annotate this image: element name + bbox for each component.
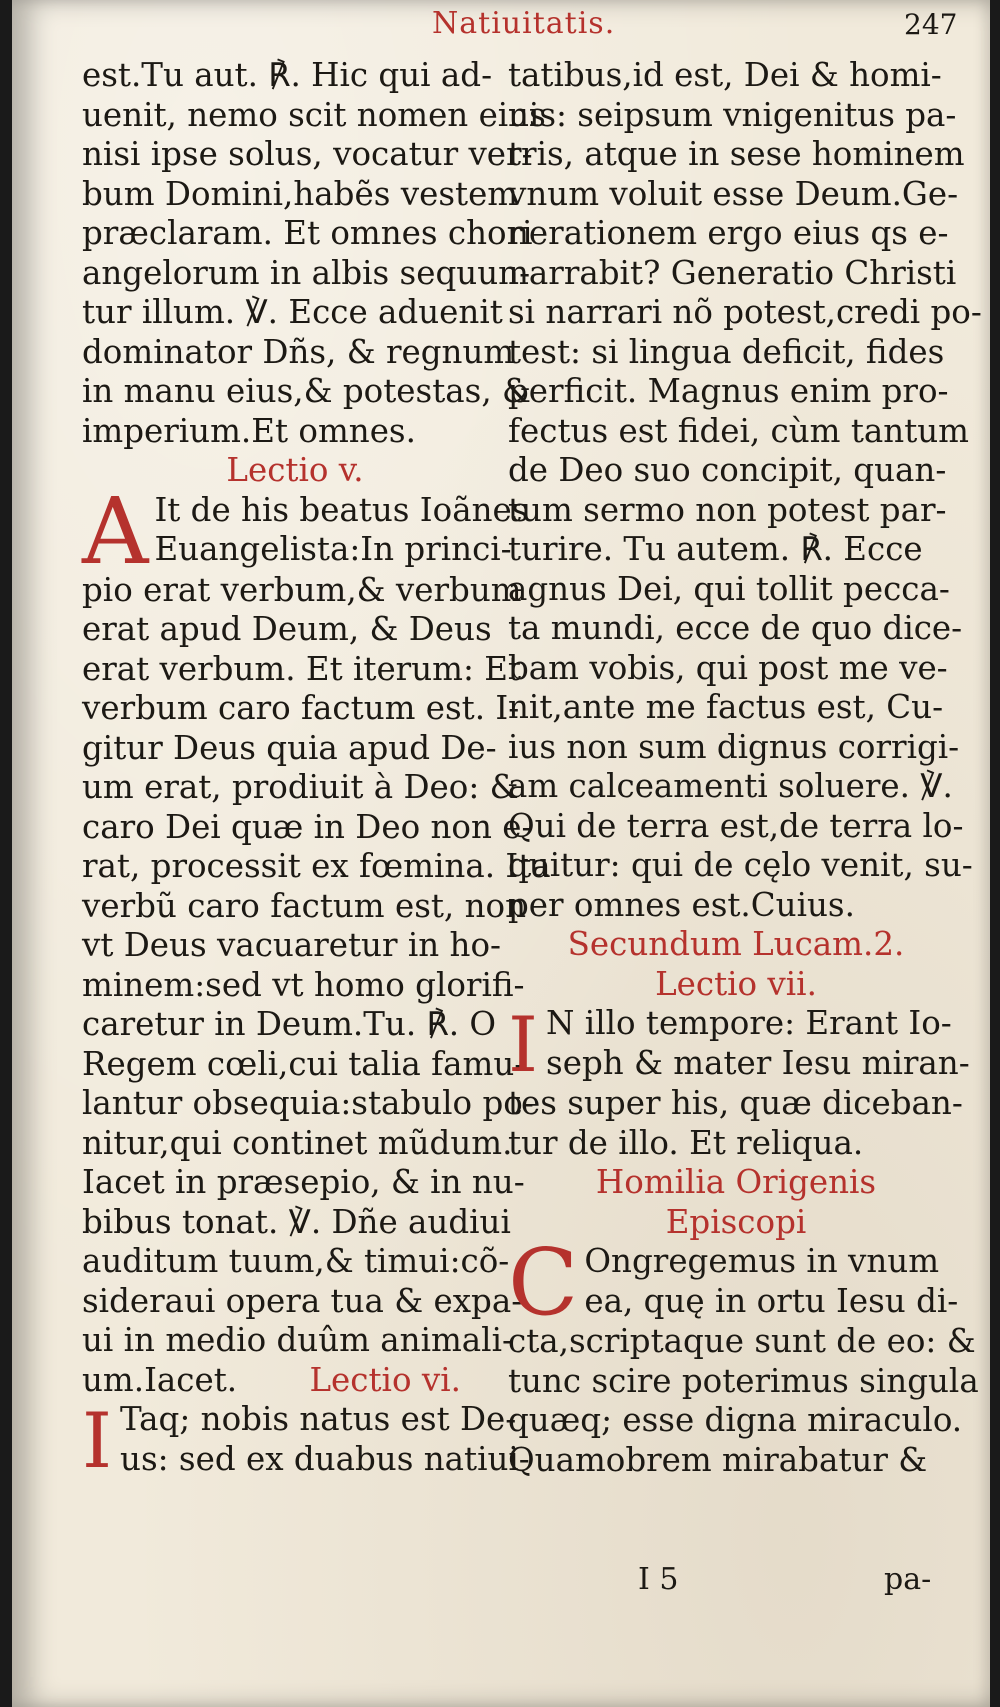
text-line: nitur,qui continet mũdum. xyxy=(82,1123,513,1162)
text-line: tris, atque in sese hominem xyxy=(508,135,965,173)
text-line: caretur in Deum.Tu. ℟. O xyxy=(82,1005,497,1043)
text-line: verbũ caro factum est, non xyxy=(82,886,527,925)
text-line: tur de illo. Et reliqua. xyxy=(508,1123,864,1162)
text-line: Euangelista:In princi- xyxy=(154,530,512,568)
text-line: in manu eius,& potestas, & xyxy=(82,372,531,410)
page-footer xyxy=(12,1562,990,1602)
text-line: caro Dei quæ in Deo non e- xyxy=(82,807,533,846)
text-line: nit,ante me factus est, Cu- xyxy=(508,688,944,726)
text-line: bibus tonat. ℣. Dñe audiui xyxy=(82,1202,511,1241)
text-line: tunc scire poterimus singula xyxy=(508,1361,979,1400)
drop-initial: I xyxy=(82,1396,113,1485)
text-line: angelorum in albis sequun- xyxy=(82,253,531,292)
text-line: ea, quę in ortu Iesu di- xyxy=(584,1281,959,1320)
book-page xyxy=(12,0,990,1707)
text-line: erat verbum. Et iterum: Et xyxy=(82,649,522,688)
text-line: per omnes est.Cuius. xyxy=(508,885,855,924)
text-line: si narrari nõ potest,credi po- xyxy=(508,293,982,331)
text-line: fectus est fidei, cùm tantum xyxy=(508,411,969,450)
homily-heading: Homilia Origenis xyxy=(595,1163,877,1201)
text-line: uenit, nemo scit nomen eius xyxy=(82,95,546,134)
text-line: am calceamenti soluere. ℣. xyxy=(508,767,953,805)
paragraph-homily xyxy=(508,1229,964,1336)
text-line: Taq; nobis natus est De- xyxy=(120,1400,517,1438)
text-line: de Deo suo concipit, quan- xyxy=(508,451,947,489)
paragraph-lectio-6 xyxy=(82,1396,530,1485)
text-line: test: si lingua deficit, fides xyxy=(508,332,945,371)
text-line: nis: seipsum vnigenitus pa- xyxy=(508,95,957,134)
text-line: auditum tuum,& timui:cõ- xyxy=(82,1242,510,1280)
text-line: narrabit? Generatio Christi xyxy=(508,253,957,292)
text-line: vnum voluit esse Deum.Ge- xyxy=(508,174,959,213)
lectio-heading: Lectio vi. xyxy=(309,1360,461,1399)
lectio-heading: Lectio v. xyxy=(226,451,364,489)
text-line: seph & mater Iesu miran- xyxy=(546,1043,970,1082)
text-line: Ongregemus in vnum xyxy=(584,1242,940,1280)
text-line: turire. Tu autem. ℟. Ecce xyxy=(508,530,923,568)
text-line: dominator Dñs, & regnum xyxy=(82,332,515,371)
right-column xyxy=(508,56,982,1480)
text-line: lantur obsequia:stabulo po- xyxy=(82,1084,534,1122)
catchword: pa- xyxy=(884,1562,932,1597)
text-line: nisi ipse solus, vocatur ver- xyxy=(82,135,533,173)
text-line: cta,scriptaque sunt de eo: & xyxy=(508,1322,976,1360)
text-line: tatibus,id est, Dei & homi- xyxy=(508,56,942,94)
text-line: est.Tu aut. ℟. Hic qui ad- xyxy=(82,56,493,94)
paragraph-lectio-5 xyxy=(82,477,529,585)
text-line: erat apud Deum, & Deus xyxy=(82,610,492,648)
text-line: tum sermo non potest par- xyxy=(508,490,947,529)
text-line: rat, processit ex fœmina. Ita xyxy=(82,847,551,885)
text-line: verbum caro factum est. I- xyxy=(82,689,520,727)
drop-initial: I xyxy=(508,1000,539,1089)
text-line: tur illum. ℣. Ecce aduenit xyxy=(82,293,503,331)
text-line: vt Deus vacuaretur in ho- xyxy=(82,926,501,964)
text-line: quitur: qui de cęlo venit, su- xyxy=(508,846,973,884)
text-line: agnus Dei, qui tollit pecca- xyxy=(508,569,950,608)
text-line: Iacet in præsepio, & in nu- xyxy=(82,1163,525,1201)
text-line: perficit. Magnus enim pro- xyxy=(508,372,949,410)
text-line: quæq; esse digna miraculo. xyxy=(508,1401,963,1439)
paragraph-lectio-7 xyxy=(508,1000,970,1089)
text-line: Quamobrem mirabatur & xyxy=(508,1440,928,1479)
text-line: Regem cœli,cui talia famu- xyxy=(82,1044,526,1083)
text-line: pio erat verbum,& verbum xyxy=(82,570,522,609)
page-number: 247 xyxy=(904,8,958,41)
left-column xyxy=(82,56,551,1485)
text-line: nerationem ergo eius qs e- xyxy=(508,214,949,252)
text-line: imperium.Et omnes. xyxy=(82,411,416,450)
text-line: Qui de terra est,de terra lo- xyxy=(508,806,964,845)
text-line: um erat, prodiuit à Deo: & xyxy=(82,768,519,806)
page-header xyxy=(12,6,990,50)
text-line: ta mundi, ecce de quo dice- xyxy=(508,609,963,647)
text-line: us: sed ex duabus natiui- xyxy=(120,1439,530,1478)
text-line: bum Domini,habẽs vestem xyxy=(82,174,519,213)
text-line-with-heading xyxy=(82,1361,508,1401)
lectio-heading: Lectio vii. xyxy=(655,964,817,1003)
text-line: præclaram. Et omnes chori xyxy=(82,214,533,252)
drop-initial: A xyxy=(82,477,149,585)
homily-heading: Episcopi xyxy=(665,1202,807,1241)
text-line: minem:sed vt homo glorifi- xyxy=(82,965,525,1004)
signature-mark: I 5 xyxy=(638,1562,679,1597)
text-line: sideraui opera tua & expa- xyxy=(82,1281,523,1320)
gospel-heading: Secundum Lucam.2. xyxy=(567,925,905,963)
running-head: Natiuitatis. xyxy=(432,6,616,41)
text-line: ius non sum dignus corrigi- xyxy=(508,727,960,766)
text-line: gitur Deus quia apud De- xyxy=(82,728,497,767)
text-line: It de his beatus Ioãnes xyxy=(154,490,529,529)
text-line: tes super his, quæ diceban- xyxy=(508,1084,963,1122)
text-fragment: um.Iacet. xyxy=(82,1360,238,1399)
text-line: ui in medio duûm animali- xyxy=(82,1321,513,1359)
text-line: N illo tempore: Erant Io- xyxy=(546,1004,952,1042)
drop-initial: C xyxy=(508,1229,579,1336)
text-line: bam vobis, qui post me ve- xyxy=(508,648,948,687)
